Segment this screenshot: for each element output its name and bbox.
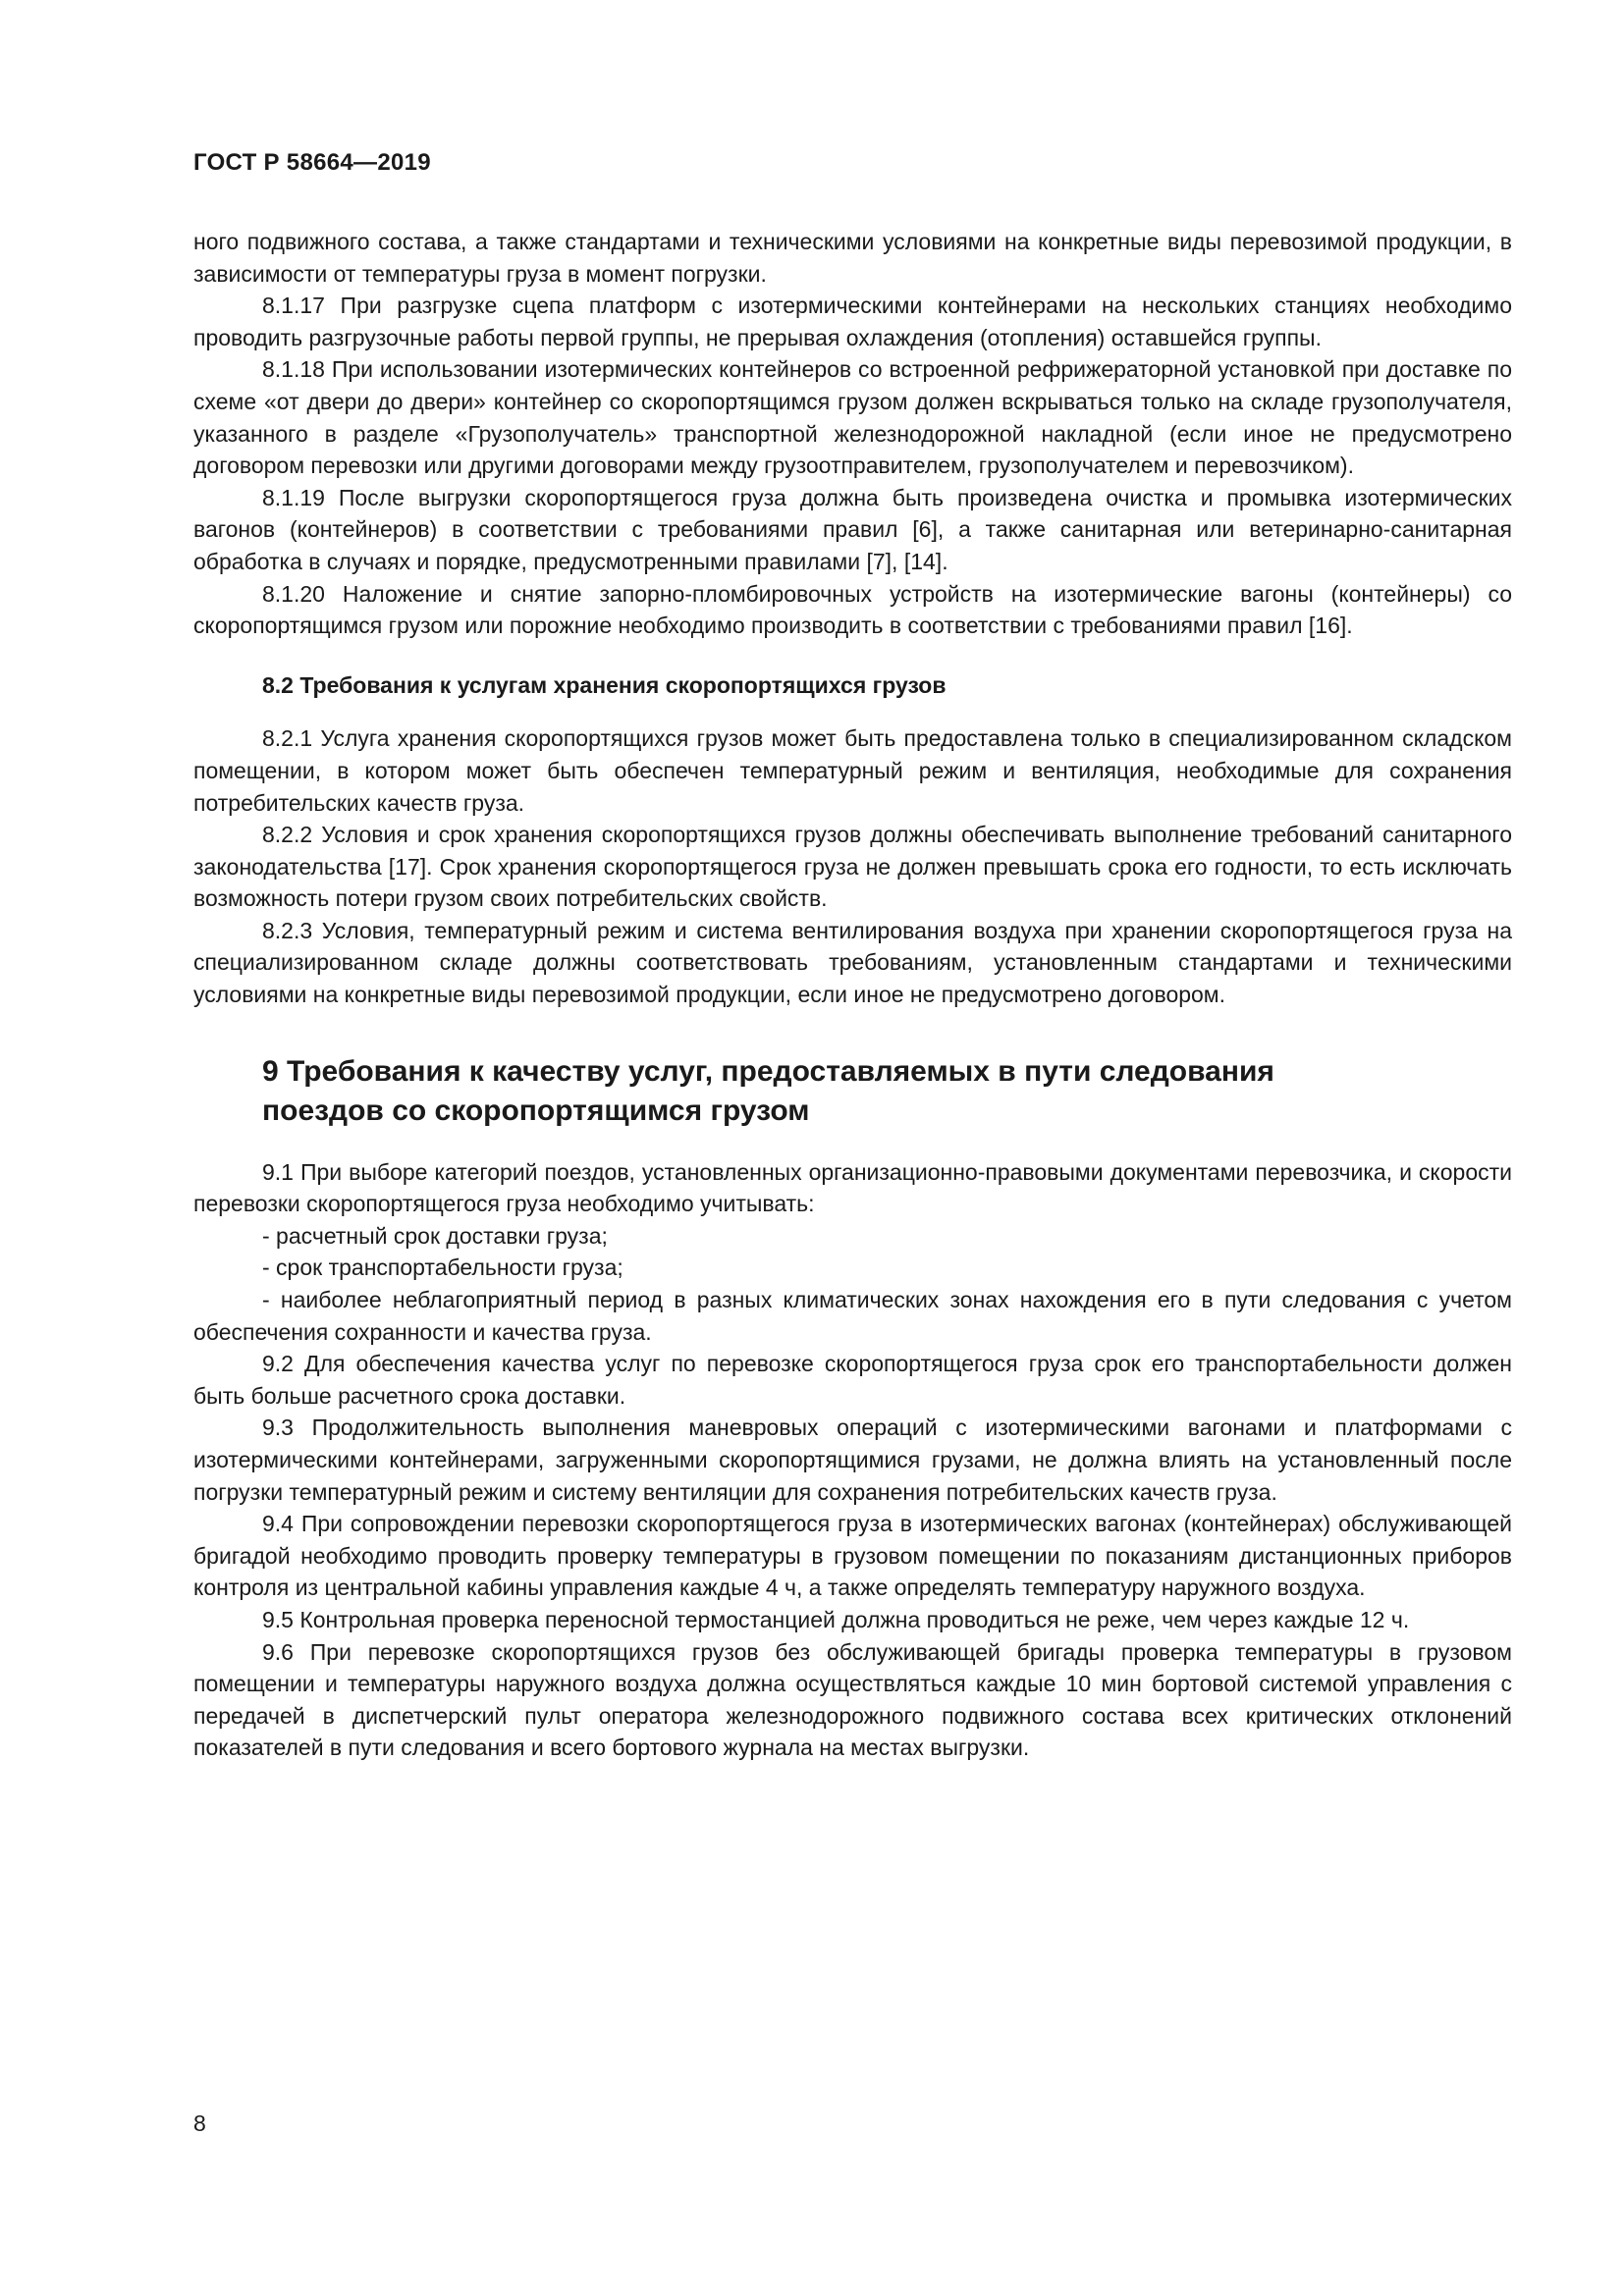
paragraph-8-2-1: 8.2.1 Услуга хранения скоропортящихся грузов может быть предоставлена только в специализированном складском помещении, в котором может быть обеспечен температурный режим и вентиляция, необходимые для сохранения потребительских качеств груза. [193,725,1512,816]
paragraph-8-2-3: 8.2.3 Условия, температурный режим и система вентилирования воздуха при хранении скоропортящегося груза на специализированном складе должны соответствовать требованиям, установленным стандартами и техническими условиями на конкретные виды перевозимой продукции, если иное не предусмотрено договором. [193,917,1512,1008]
paragraph-9-4: 9.4 При сопровождении перевозки скоропортящегося груза в изотермических вагонах (контейнерах) обслуживающей бригадой необходимо проводить проверку температуры в грузовом помещении по показаниям дистанционных приборов контроля из центральной кабины управления каждые 4 ч, а также определять температуру наружного воздуха. [193,1511,1512,1601]
list-item: - срок транспортабельности груза; [262,1255,623,1281]
paragraph-9-5: 9.5 Контрольная проверка переносной термостанцией должна проводиться не реже, чем через каждые 12 ч. [262,1606,1410,1632]
paragraph-8-1-19: 8.1.19 После выгрузки скоропортящегося груза должна быть произведена очистка и промывка изотермических вагонов (контейнеров) в соответствии с требованиями правил [6], а также санитарная или ветеринарно-санитарная обработка в случаях и порядке, предусмотренными правилами [7], [14]. [193,484,1512,574]
document-header: ГОСТ Р 58664—2019 [193,149,431,176]
document-body [193,226,1512,1764]
section-heading-9-line-1: 9 Требования к качеству услуг, предоставляемых в пути следования [262,1054,1274,1088]
list-item: - наиболее неблагоприятный период в разных климатических зонах нахождения его в пути следования с учетом обеспечения сохранности и качества груза. [193,1287,1512,1345]
paragraph-continuation: ного подвижного состава, а также стандартами и техническими условиями на конкретные виды перевозимой продукции, в зависимости от температуры груза в момент погрузки. [193,229,1512,287]
section-heading-9-line-2: поездов со скоропортящимся грузом [262,1094,810,1127]
paragraph-9-2: 9.2 Для обеспечения качества услуг по перевозке скоропортящегося груза срок его транспортабельности должен быть больше расчетного срока доставки. [193,1351,1512,1409]
paragraph-8-1-20: 8.1.20 Наложение и снятие запорно-пломбировочных устройств на изотермические вагоны (контейнеры) со скоропортящимся грузом или порожние необходимо производить в соответствии с требованиями правил [16]. [193,580,1512,639]
paragraph-9-3: 9.3 Продолжительность выполнения маневровых операций с изотермическими вагонами и платформами с изотермическими контейнерами, загруженными скоропортящимися грузами, не должна влиять на установленный после погрузки температурный режим и систему вентиляции для сохранения потребительских качеств груза. [193,1415,1512,1505]
list-item: - расчетный срок доставки груза; [262,1222,608,1249]
section-heading-9 [193,1052,1512,1131]
paragraph-8-2-2: 8.2.2 Условия и срок хранения скоропортящихся грузов должны обеспечивать выполнение требований санитарного законодательства [17]. Срок хранения скоропортящегося груза не должен превышать срока его годности, то есть исключать возможность потери грузом своих потребительских свойств. [193,822,1512,912]
subsection-heading-8-2: 8.2 Требования к услугам хранения скоропортящихся грузов [262,671,947,698]
page-number: 8 [193,2110,206,2136]
paragraph-9-6: 9.6 При перевозке скоропортящихся грузов без обслуживающей бригады проверка температуры в грузовом помещении и температуры наружного воздуха должна осуществляться каждые 10 мин бортовой системой управления с передачей в диспетчерский пульт оператора железнодорожного подвижного состава всех критических отклонений показателей в пути следования и всего бортового журнала на местах выгрузки. [193,1638,1512,1761]
paragraph-8-1-17: 8.1.17 При разгрузке сцепа платформ с изотермическими контейнерами на нескольких станциях необходимо проводить разгрузочные работы первой группы, не прерывая охлаждения (отопления) оставшейся группы. [193,293,1512,350]
paragraph-8-1-18: 8.1.18 При использовании изотермических контейнеров со встроенной рефрижераторной установкой при доставке по схеме «от двери до двери» контейнер со скоропортящимся грузом должен вскрываться только на складе грузополучателя, указанного в разделе «Грузополучатель» транспортной железнодорожной накладной (если иное не предусмотрено договором перевозки или другими договорами между грузоотправителем, грузополучателем и перевозчиком). [193,356,1512,479]
paragraph-9-1: 9.1 При выборе категорий поездов, установленных организационно-правовыми документами перевозчика, и скорости перевозки скоропортящегося груза необходимо учитывать: [193,1158,1512,1217]
